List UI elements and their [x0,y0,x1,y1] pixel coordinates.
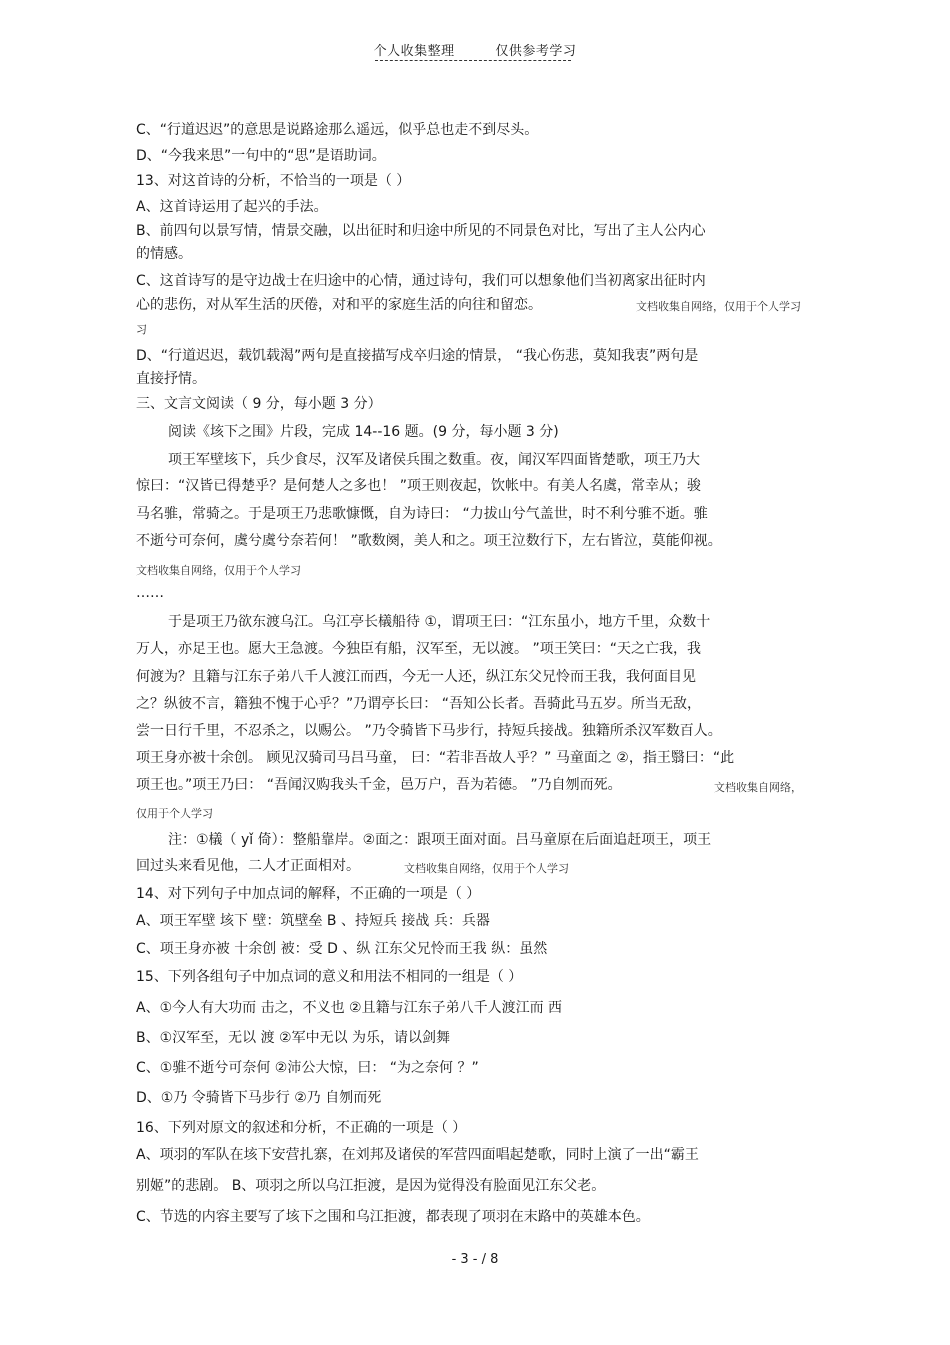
question-15: 15、下列各组句子中加点词的意义和用法不相同的一组是（ ） [136,969,523,985]
header-right: 仅供参考学习 [495,44,577,59]
option-line: C、项王身亦被 十余创 被：受 D 、纵 江东父兄怜而王我 纵：虽然 [136,941,548,957]
text-line: A、这首诗运用了起兴的手法。 [136,199,328,215]
option-line: C、①骓不逝兮可奈何 ②沛公大惊，曰： “为之奈何 ？” [136,1060,479,1076]
option-line: A、项羽的军队在垓下安营扎寨，在刘邦及诸侯的军营四面唱起楚歌，同时上演了一出“霸王 [136,1147,699,1163]
text-line: 心的悲伤，对从军生活的厌倦，对和平的家庭生活的向往和留恋。 [136,297,542,313]
text-line: 的情感。 [136,246,192,262]
passage-line: 不逝兮可奈何，虞兮虞兮奈若何！ ”歌数阕，美人和之。项王泣数行下，左右皆泣，莫能仰视。 [136,533,722,549]
text-line: B、前四句以景写情，情景交融，以出征时和归途中所见的不同景色对比，写出了主人公内心 [136,223,706,239]
passage-line: 项王也。”项王乃曰： “吾闻汉购我头千金，邑万户，吾为若德。 ”乃自刎而死。 [136,777,622,793]
option-line: B、①汉军至，无以 渡 ②军中无以 为乐，请以剑舞 [136,1030,451,1046]
watermark-note: 文档收集自网络，仅用于个人学习 [136,564,301,577]
passage-line: 惊曰：“汉皆已得楚乎？是何楚人之多也！ ”项王则夜起，饮帐中。有美人名虞，常幸从；骏 [136,478,701,494]
passage-line: 万人，亦足王也。愿大王急渡。今独臣有船，汉军至，无以渡。 ”项王笑曰：“天之亡我，我 [136,641,701,657]
question-14: 14、对下列句子中加点词的解释，不正确的一项是（ ） [136,886,481,902]
annotation-line: 回过头来看见他，二人才正面相对。 [136,858,360,874]
text-line: D、“今我来思”一句中的“思”是语助词。 [136,148,386,164]
passage-line: 项王军壁垓下，兵少食尽，汉军及诸侯兵围之数重。夜，闻汉军四面皆楚歌，项王乃大 [168,452,700,468]
option-line: A、①今人有大功而 击之，不义也 ②且籍与江东子弟八千人渡江而 西 [136,1000,563,1016]
question-13: 13、对这首诗的分析，不恰当的一项是（ ） [136,173,411,189]
annotation-line: 注：①檥（ yǐ 倚）：整船靠岸。②面之：跟项王面对面。吕马童原在后面追赶项王，项王 [168,832,712,848]
watermark-note: 文档收集自网络，仅用于个人学习 [636,300,801,313]
passage-line: 尝一日行千里，不忍杀之，以赐公。 ”乃令骑皆下马步行，持短兵接战。独籍所杀汉军数百人。 [136,723,722,739]
watermark-note: 仅用于个人学习 [136,807,213,820]
option-line: D、①乃 令骑皆下马步行 ②乃 自刎而死 [136,1090,382,1106]
watermark-note: 文档收集自网络，仅用于个人学习 [404,862,569,875]
passage-line: 何渡为？且籍与江东子弟八千人渡江而西，今无一人还，纵江东父兄怜而王我，我何面目见 [136,669,696,685]
text-line: 直接抒情。 [136,371,206,387]
text-line: 阅读《垓下之围》片段，完成 14--16 题。(9 分，每小题 3 分) [168,424,559,440]
header-left: 个人收集整理 [373,44,455,59]
ellipsis: …… [136,585,164,601]
option-line: 别姬”的悲剧。 B、项羽之所以乌江拒渡，是因为觉得没有脸面见江东父老。 [136,1178,606,1194]
passage-line: 之？纵彼不言，籍独不愧于心乎？”乃谓亭长曰： “吾知公长者。吾骑此马五岁。所当无敌， [136,696,701,712]
watermark-note: 文档收集自网络， [714,781,802,794]
text-line: C、这首诗写的是守边战士在归途中的心情，通过诗句，我们可以想象他们当初离家出征时内 [136,273,706,289]
passage-line: 项王身亦被十余创。 顾见汉骑司马吕马童， 曰：“若非吾故人乎？” 马童面之 ②，指王翳曰：“此 [136,750,735,766]
option-line: C、节选的内容主要写了垓下之围和乌江拒渡，都表现了项羽在末路中的英雄本色。 [136,1209,650,1225]
section-heading: 三、文言文阅读（ 9 分，每小题 3 分） [136,396,382,412]
header-divider [375,60,571,61]
text-line: C、“行道迟迟”的意思是说路途那么遥远，似乎总也走不到尽头。 [136,122,539,138]
passage-line: 于是项王乃欲东渡乌江。乌江亭长檥船待 ①，谓项王曰：“江东虽小，地方千里，众数十 [168,614,711,630]
passage-line: 马名骓，常骑之。于是项王乃悲歌慷慨，自为诗曰： “力拔山兮气盖世，时不利兮骓不逝。骓 [136,506,708,522]
text-line: D、“行道迟迟，载饥载渴”两句是直接描写戍卒归途的情景， “我心伤悲，莫知我衷”两句是 [136,348,699,364]
option-line: A、项王军壁 垓下 壁：筑壁垒 B 、持短兵 接战 兵：兵器 [136,913,490,929]
question-16: 16、下列对原文的叙述和分析，不正确的一项是（ ） [136,1120,467,1136]
watermark-note: 习 [136,323,147,336]
page-number: - 3 - / 8 [451,1252,499,1267]
page-header [0,40,950,59]
